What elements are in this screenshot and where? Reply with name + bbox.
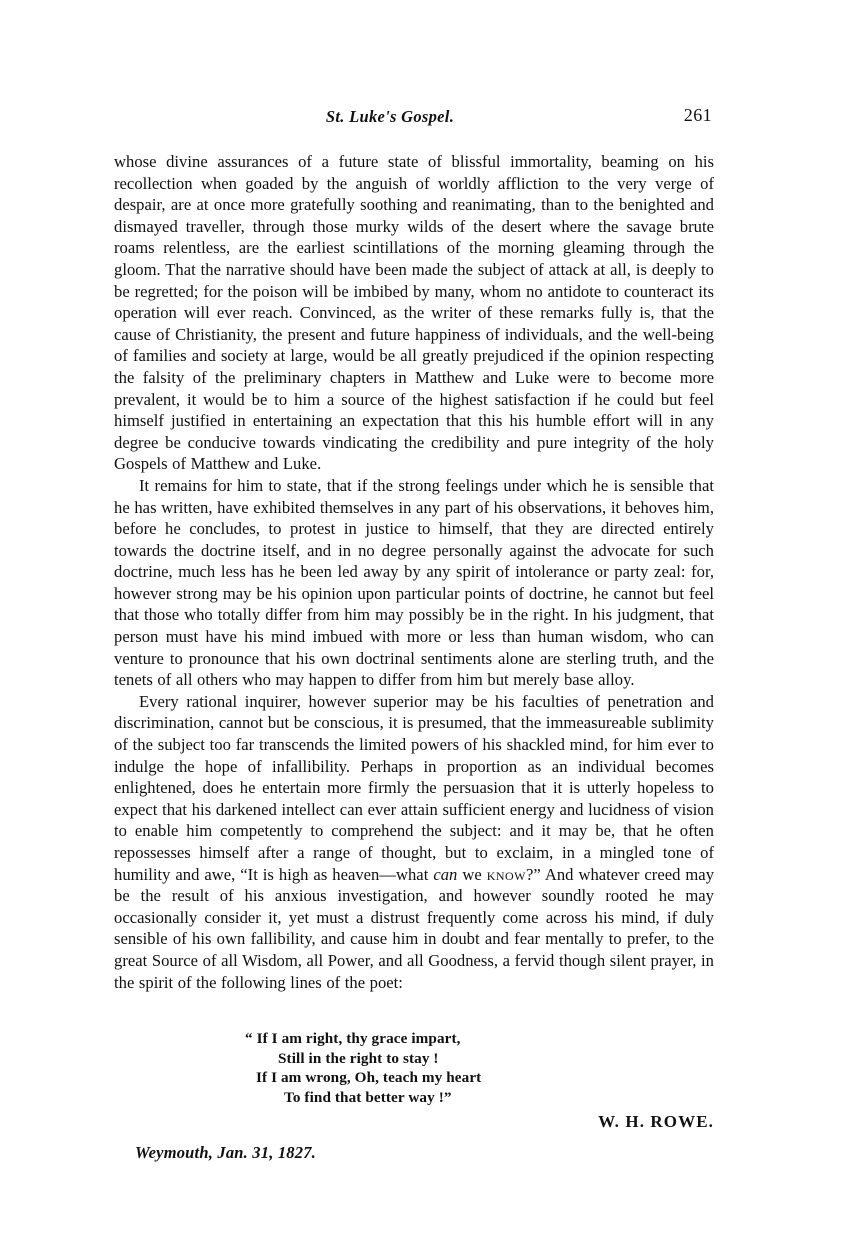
verse-line: Still in the right to stay ! [278, 1049, 439, 1067]
body-text-block [114, 151, 714, 993]
verse-line: “ If I am right, thy grace impart, [245, 1030, 461, 1047]
verse-line: If I am wrong, Oh, teach my heart [256, 1069, 482, 1087]
paragraph-every-rational [114, 691, 714, 993]
verse-line: To find that better way !” [284, 1088, 452, 1106]
smallcaps-know: know [486, 864, 527, 884]
author-signature: W. H. ROWE. [598, 1112, 714, 1131]
running-head-title: St. Luke's Gospel. [325, 107, 455, 126]
verse-quotation [114, 1029, 714, 1107]
segment-text: Every rational inquirer, however superior may be his faculties of penetration and discrimination, cannot but be conscious, it is presumed, that the immeasureable sublimity of the subject too far transcends the limited powers of his shackled mind, for him ever to indulge the hope of infallibility. Perhaps in proportion as an individual becomes enlightened, does he entertain more firmly the persuasion that it is utterly hopeless to expect that his darkened intellect can ever attain sufficient energy and lucidness of vision to enable him competently to comprehend the subject: and it may be, that he often repossesses himself after a range of thought, but to exclaim, in a mingled tone of humility and awe, “It is high as heaven—what [114, 691, 714, 884]
page-number: 261 [683, 105, 712, 125]
running-head [114, 107, 712, 133]
dateline: Weymouth, Jan. 31, 1827. [135, 1143, 316, 1162]
segment-text: we [457, 864, 487, 884]
paragraph-continued: whose divine assurances of a future state of blissful immortality, beaming on his recollection when goaded by the anguish of worldly affliction to the very verge of despair, are at once more gratefully soothing and reanimating, than to the benighted and dismayed traveller, through those murky wilds of the desert where the savage brute roams relentless, are the earliest scintillations of the morning gleaming through the gloom. That the narrative should have been made the subject of attack at all, is deeply to be regretted; for the poison will be imbibed by many, whom no antidote to counteract its operation will ever reach. Convinced, as the writer of these remarks fully is, that the cause of Christianity, the present and future happiness of individuals, and the well-being of families and society at large, would be all greatly prejudiced if the opinion respecting the falsity of the preliminary chapters in Matthew and Luke were to become more prevalent, it would be to him a source of the highest satisfaction if he could but feel himself justified in entertaining an expectation that this his humble effort will in any degree be conducive towards vindicating the credibility and pure integrity of the holy Gospels of Matthew and Luke. [114, 152, 714, 474]
paragraph-it-remains: It remains for him to state, that if the strong feelings under which he is sensible that he has written, have exhibited themselves in any part of his observations, it behoves him, before he concludes, to protest in justice to himself, that they are directed entirely towards the doctrine itself, and in no degree personally against the advocate for such doctrine, much less has he been led away by any spirit of intolerance or party zeal: for, however strong may be his opinion upon particular points of doctrine, he cannot but feel that those who totally differ from him may possibly be in the right. In his judgment, that person must have his mind imbued with more or less than human wisdom, who can venture to pronounce that his own doctrinal sentiments alone are sterling truth, and the tenets of all others who may happen to differ from him but merely base alloy. [114, 475, 714, 690]
emphasis-can: can [433, 864, 458, 884]
segment-text: ?” And whatever creed may be the result of his anxious investigation, and however soundly rooted he may occasionally consider it, yet must a distrust frequently come across his mind, if duly sensible of his own fallibility, and cause him in doubt and fear mentally to prefer, to the great Source of all Wisdom, all Power, and all Goodness, a fervid though silent prayer, in the spirit of the following lines of the poet: [114, 864, 715, 992]
